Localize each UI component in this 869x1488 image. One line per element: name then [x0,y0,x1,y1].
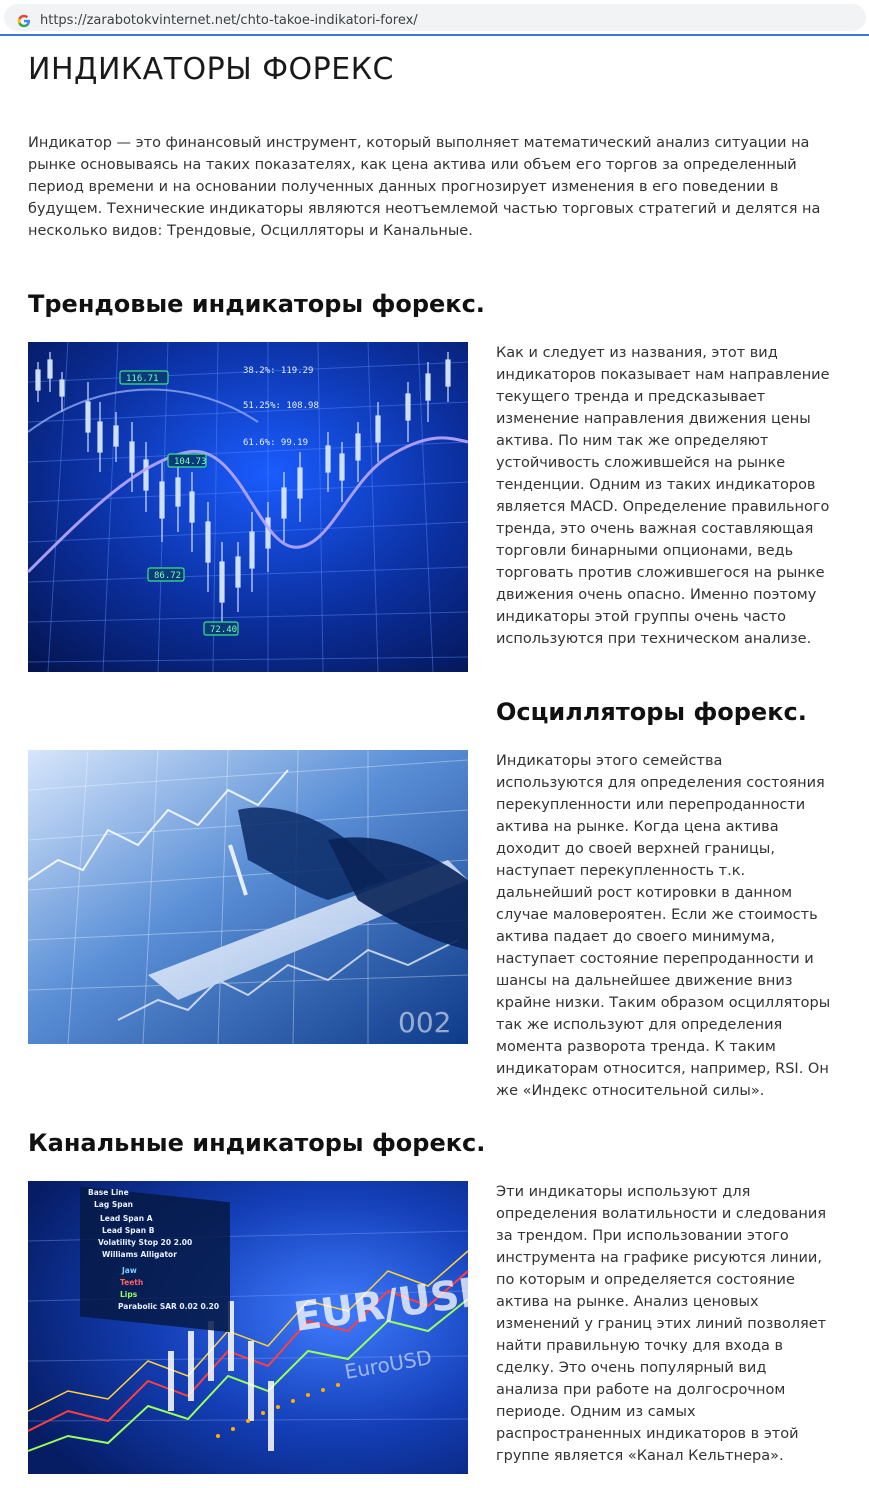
chart-badge-4: 72.40 [210,625,238,635]
legend-parabolic-sar: Parabolic SAR 0.02 0.20 [118,1302,220,1311]
legend-jaw: Jaw [122,1266,137,1275]
channel-illustration [28,1181,496,1474]
legend-volatility-stop: Volatility Stop 20 2.00 [98,1238,193,1247]
legend-williams-alligator: Williams Alligator [102,1250,177,1259]
section-heading-channel: Канальные индикаторы форекс. [28,1129,486,1157]
trend-description: Как и следует из названия, этот вид индикаторов показывает нам направление текущего тренда и предсказывает изменение направления движения цены актива. По ним так же определяют устойчивость сложившейся на рынке тенденции. Одним из таких индикаторов является MACD. Определение правильного тренда, это очень важная составляющая торговли бинарными опционами, ведь торговать против сложившегося на рынке движения очень опасно. Именно поэтому индикаторы этой группы очень часто используются при техническом анализе. [496,345,830,647]
legend-lead-span-b: Lead Span B [102,1226,155,1235]
intro-paragraph: Индикатор — это финансовый инструмент, который выполняет математический анализ ситуации на рынке основываясь на таких показателях, как цена актива или объем его торгов за определенный период времени и на основании полученных данных прогнозирует изменения в его поведении в будущем. Технические индикаторы являются неотъемлемой частью торговых стратегий и делятся на несколько видов: Трендовые, Осцилляторы и Канальные. [28,135,821,239]
oscillators-description: Индикаторы этого семейства используются для определения состояния перекупленности или перепроданности актива на рынке. Когда цена актива доходит до своей верхней границы, наступает перекупленность т.к. дальнейший рост котировки в данном случае маловероятен. Если же стоимость актива падает до своего минимума, наступает состояние перепроданности и шансы на дальнейшее движение вниз крайне низки. Таким образом осцилляторы так же используют для определения момента разворота тренда. К таким индикаторам относится, например, RSI. Он же «Индекс относительной силы». [496,753,831,1099]
eurousd-watermark: EuroUSD [342,1344,434,1384]
trend-chart-image [28,342,468,672]
oscillator-image [28,750,468,1044]
legend-teeth: Teeth [120,1278,144,1287]
channel-image [28,1181,496,1474]
chart-label-51: 51.25%: 108.98 [243,401,319,411]
section-heading-trend: Трендовые индикаторы форекс. [28,290,485,318]
oscillator-illustration [28,750,468,1044]
chart-badge-2: 104.73 [174,457,207,467]
chart-badge-3: 86.72 [154,571,182,581]
section-heading-oscillators: Осцилляторы форекс. [496,698,807,726]
chart-label-38: 38.2%: 119.29 [243,366,314,376]
url-text[interactable]: https://zarabotokvinternet.net/chto-takoe-indikatori-forex/ [40,13,418,28]
legend-base-line: Base Line [88,1188,129,1197]
google-g-icon [17,14,31,28]
chart-badge-1: 116.71 [126,374,159,384]
browser-url-bar [0,0,869,36]
legend-lag-span: Lag Span [94,1200,133,1209]
channel-description: Эти индикаторы используют для определения волатильности и следования за трендом. При использовании этого инструмента на графике рисуются линии, по которым и определяется состояние актива на рынке. Анализ ценовых изменений у границ этих линий позволяет найти правильную точку для входа в сделку. Это очень популярный вид анализа при работе на долгосрочном периоде. Одним из самых распространенных индикаторов в этой группе является «Канал Кельтнера». [496,1184,827,1464]
chart-label-61: 61.6%: 99.19 [243,438,309,448]
page-title: ИНДИКАТОРЫ ФОРЕКС [28,52,394,87]
legend-lips: Lips [120,1290,138,1299]
oscillator-image-number: 002 [398,1006,452,1039]
address-field[interactable] [4,4,866,31]
trend-chart-illustration [28,342,468,672]
legend-lead-span-a: Lead Span A [100,1214,153,1223]
eurusd-watermark: EUR/USD [290,1267,496,1341]
